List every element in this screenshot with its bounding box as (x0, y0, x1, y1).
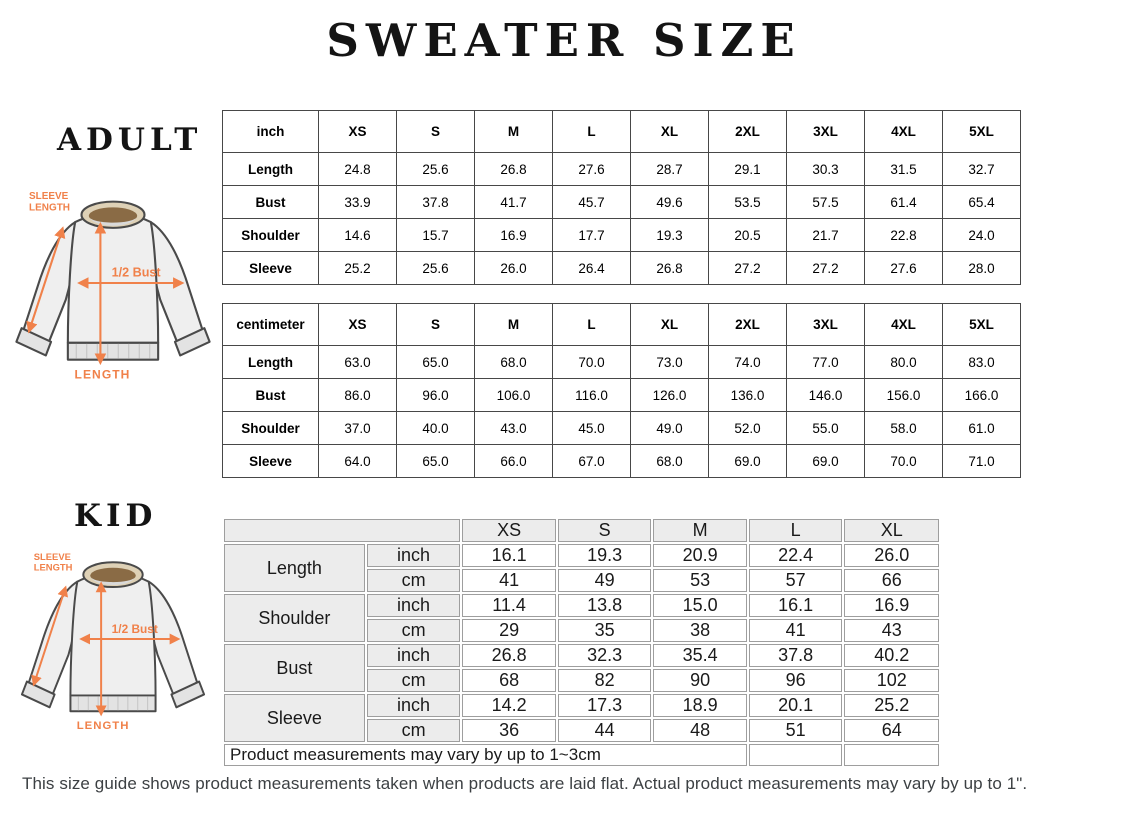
measurement-value: 26.0 (475, 252, 553, 285)
measurement-value: 65.0 (397, 445, 475, 478)
measurement-value: 14.2 (462, 694, 556, 717)
measurement-value: 136.0 (709, 379, 787, 412)
unit-cell: inch (367, 644, 461, 667)
measurement-value: 17.7 (553, 219, 631, 252)
measurement-value: 15.0 (653, 594, 747, 617)
measurement-value: 26.8 (462, 644, 556, 667)
measurement-value: 25.6 (397, 252, 475, 285)
kid-size-table (222, 517, 941, 768)
measurement-row-label: Length (223, 153, 319, 186)
measurement-value: 20.5 (709, 219, 787, 252)
size-column-header: S (397, 111, 475, 153)
measurement-value: 70.0 (865, 445, 943, 478)
size-guide-footnote: This size guide shows product measurements taken when products are laid flat. Actual product measurements may vary by up to 1". (22, 774, 1028, 793)
measurement-value: 80.0 (865, 346, 943, 379)
measurement-value: 27.2 (709, 252, 787, 285)
measurement-value: 45.0 (553, 412, 631, 445)
measurement-value: 24.0 (943, 219, 1021, 252)
measurement-value: 69.0 (709, 445, 787, 478)
measurement-row-label: Shoulder (223, 219, 319, 252)
measurement-value: 19.3 (558, 544, 652, 567)
measurement-value: 29.1 (709, 153, 787, 186)
adult-centimeter-table (222, 303, 1021, 478)
measurement-value: 28.7 (631, 153, 709, 186)
measurement-value: 35 (558, 619, 652, 642)
measurement-value: 45.7 (553, 186, 631, 219)
measurement-group-label: Bust (224, 644, 365, 692)
kid-table-note-row (224, 744, 939, 766)
kid-sweater-diagram (14, 540, 212, 738)
measurement-value: 19.3 (631, 219, 709, 252)
measurement-value: 27.2 (787, 252, 865, 285)
measurement-value: 26.8 (475, 153, 553, 186)
size-column-header: 5XL (943, 111, 1021, 153)
measurement-value: 17.3 (558, 694, 652, 717)
measurement-value: 96.0 (397, 379, 475, 412)
kid-measurement-row (224, 594, 939, 617)
measurement-value: 37.0 (319, 412, 397, 445)
measurement-value: 30.3 (787, 153, 865, 186)
measurement-value: 48 (653, 719, 747, 742)
measurement-value: 71.0 (943, 445, 1021, 478)
measurement-value: 40.0 (397, 412, 475, 445)
measurement-value: 41.7 (475, 186, 553, 219)
measurement-value: 57.5 (787, 186, 865, 219)
measurement-value: 74.0 (709, 346, 787, 379)
measurement-value: 13.8 (558, 594, 652, 617)
measurement-value: 65.0 (397, 346, 475, 379)
measurement-value: 43.0 (475, 412, 553, 445)
size-column-header: S (558, 519, 652, 542)
measurement-value: 26.0 (844, 544, 939, 567)
measurement-value: 22.4 (749, 544, 843, 567)
measurement-value: 51 (749, 719, 843, 742)
measurement-value: 20.1 (749, 694, 843, 717)
measurement-value: 26.8 (631, 252, 709, 285)
measurement-row (223, 186, 1021, 219)
unit-cell: cm (367, 569, 461, 592)
measurement-value: 25.2 (844, 694, 939, 717)
measurement-value: 35.4 (653, 644, 747, 667)
measurement-value: 37.8 (749, 644, 843, 667)
half-bust-label: 1/2 Bust (111, 265, 161, 280)
kid-table-corner-cell (224, 519, 460, 542)
size-column-header: 4XL (865, 304, 943, 346)
measurement-value: 41 (462, 569, 556, 592)
unit-cell: cm (367, 669, 461, 692)
measurement-value: 21.7 (787, 219, 865, 252)
adult-inch-table (222, 110, 1021, 285)
measurement-value: 28.0 (943, 252, 1021, 285)
unit-cell: inch (367, 594, 461, 617)
measurement-value: 64 (844, 719, 939, 742)
measurement-value: 65.4 (943, 186, 1021, 219)
measurement-row (223, 219, 1021, 252)
measurement-value: 69.0 (787, 445, 865, 478)
kid-measurement-row (224, 694, 939, 717)
measurement-value: 52.0 (709, 412, 787, 445)
measurement-value: 32.7 (943, 153, 1021, 186)
measurement-value: 49.0 (631, 412, 709, 445)
measurement-value: 90 (653, 669, 747, 692)
measurement-value: 49 (558, 569, 652, 592)
half-bust-label: 1/2 Bust (111, 622, 158, 637)
size-column-header: XS (319, 111, 397, 153)
measurement-value: 44 (558, 719, 652, 742)
size-column-header: M (475, 304, 553, 346)
size-column-header: L (749, 519, 843, 542)
measurement-value: 70.0 (553, 346, 631, 379)
measurement-value: 68.0 (475, 346, 553, 379)
measurement-value: 40.2 (844, 644, 939, 667)
measurement-value: 32.3 (558, 644, 652, 667)
measurement-value: 16.1 (749, 594, 843, 617)
kid-measurement-row (224, 644, 939, 667)
measurement-value: 33.9 (319, 186, 397, 219)
measurement-value: 58.0 (865, 412, 943, 445)
measurement-row (223, 445, 1021, 478)
measurement-value: 16.9 (475, 219, 553, 252)
measurement-value: 82 (558, 669, 652, 692)
measurement-row (223, 153, 1021, 186)
measurement-value: 25.2 (319, 252, 397, 285)
measurement-value: 36 (462, 719, 556, 742)
measurement-value: 102 (844, 669, 939, 692)
size-column-header: 5XL (943, 304, 1021, 346)
measurement-value: 73.0 (631, 346, 709, 379)
measurement-value: 96 (749, 669, 843, 692)
measurement-value: 41 (749, 619, 843, 642)
kid-table-note: Product measurements may vary by up to 1~3cm (224, 744, 747, 766)
measurement-value: 26.4 (553, 252, 631, 285)
measurement-value: 57 (749, 569, 843, 592)
measurement-value: 55.0 (787, 412, 865, 445)
measurement-value: 16.9 (844, 594, 939, 617)
size-column-header: L (553, 304, 631, 346)
measurement-value: 66 (844, 569, 939, 592)
measurement-group-label: Length (224, 544, 365, 592)
unit-header: centimeter (223, 304, 319, 346)
size-column-header: M (653, 519, 747, 542)
size-column-header: XL (631, 111, 709, 153)
measurement-value: 18.9 (653, 694, 747, 717)
length-label: LENGTH (76, 720, 130, 733)
size-column-header: XS (462, 519, 556, 542)
empty-cell (844, 744, 939, 766)
measurement-value: 63.0 (319, 346, 397, 379)
size-column-header: 4XL (865, 111, 943, 153)
measurement-row-label: Shoulder (223, 412, 319, 445)
measurement-value: 64.0 (319, 445, 397, 478)
measurement-value: 66.0 (475, 445, 553, 478)
measurement-row-label: Sleeve (223, 445, 319, 478)
size-column-header: L (553, 111, 631, 153)
measurement-value: 31.5 (865, 153, 943, 186)
measurement-value: 11.4 (462, 594, 556, 617)
measurement-value: 25.6 (397, 153, 475, 186)
measurement-value: 43 (844, 619, 939, 642)
measurement-value: 166.0 (943, 379, 1021, 412)
measurement-value: 68 (462, 669, 556, 692)
measurement-value: 22.8 (865, 219, 943, 252)
kid-section-label: KID (74, 498, 158, 534)
sleeve-length-label-line1: SLEEVE (33, 550, 71, 562)
measurement-value: 15.7 (397, 219, 475, 252)
length-label: LENGTH (74, 367, 131, 382)
measurement-row-label: Length (223, 346, 319, 379)
unit-cell: inch (367, 544, 461, 567)
size-column-header: 2XL (709, 111, 787, 153)
measurement-row-label: Sleeve (223, 252, 319, 285)
unit-cell: cm (367, 719, 461, 742)
measurement-value: 14.6 (319, 219, 397, 252)
measurement-value: 116.0 (553, 379, 631, 412)
measurement-value: 38 (653, 619, 747, 642)
measurement-group-label: Sleeve (224, 694, 365, 742)
unit-header: inch (223, 111, 319, 153)
measurement-value: 67.0 (553, 445, 631, 478)
measurement-value: 37.8 (397, 186, 475, 219)
measurement-row (223, 379, 1021, 412)
sleeve-length-label-line2: LENGTH (29, 202, 70, 214)
size-column-header: 2XL (709, 304, 787, 346)
measurement-value: 83.0 (943, 346, 1021, 379)
measurement-value: 27.6 (553, 153, 631, 186)
measurement-value: 68.0 (631, 445, 709, 478)
size-column-header: M (475, 111, 553, 153)
size-column-header: 3XL (787, 304, 865, 346)
measurement-value: 146.0 (787, 379, 865, 412)
adult-section-label: ADULT (57, 122, 203, 158)
measurement-value: 53 (653, 569, 747, 592)
size-column-header: 3XL (787, 111, 865, 153)
measurement-value: 156.0 (865, 379, 943, 412)
measurement-value: 77.0 (787, 346, 865, 379)
unit-cell: cm (367, 619, 461, 642)
measurement-row (223, 346, 1021, 379)
page-title: SWEATER SIZE (326, 14, 802, 67)
measurement-group-label: Shoulder (224, 594, 365, 642)
measurement-value: 29 (462, 619, 556, 642)
sleeve-length-label-line2: LENGTH (33, 561, 73, 573)
size-column-header: S (397, 304, 475, 346)
measurement-row (223, 412, 1021, 445)
measurement-value: 106.0 (475, 379, 553, 412)
kid-measurement-row (224, 544, 939, 567)
measurement-row-label: Bust (223, 186, 319, 219)
measurement-value: 86.0 (319, 379, 397, 412)
empty-cell (749, 744, 843, 766)
measurement-value: 20.9 (653, 544, 747, 567)
measurement-value: 61.0 (943, 412, 1021, 445)
sleeve-length-label-line1: SLEEVE (29, 191, 69, 202)
adult-sweater-diagram (8, 178, 218, 388)
unit-cell: inch (367, 694, 461, 717)
measurement-value: 49.6 (631, 186, 709, 219)
size-column-header: XL (631, 304, 709, 346)
size-column-header: XL (844, 519, 939, 542)
measurement-value: 61.4 (865, 186, 943, 219)
measurement-row (223, 252, 1021, 285)
size-column-header: XS (319, 304, 397, 346)
measurement-value: 53.5 (709, 186, 787, 219)
measurement-row-label: Bust (223, 379, 319, 412)
measurement-value: 16.1 (462, 544, 556, 567)
measurement-value: 24.8 (319, 153, 397, 186)
measurement-value: 126.0 (631, 379, 709, 412)
measurement-value: 27.6 (865, 252, 943, 285)
